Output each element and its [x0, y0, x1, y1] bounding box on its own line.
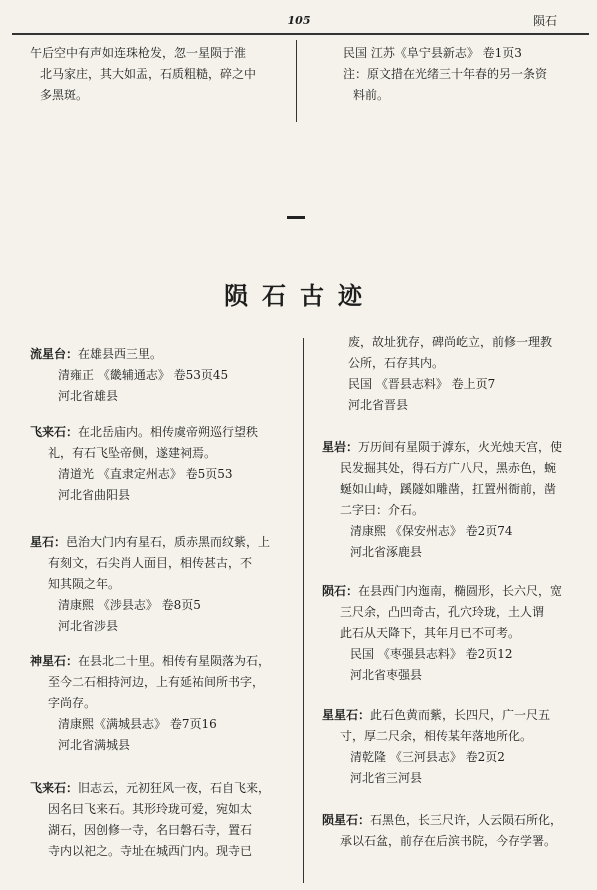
entry-text: 民发掘其处，得石方广八尺，黑赤色，蜿: [340, 461, 557, 475]
entry-text: 在北岳庙内。相传虞帝朔巡行望秩: [78, 425, 259, 439]
header-rule: [12, 33, 589, 35]
entry-headword: 流星台：: [30, 347, 79, 361]
entry-text: 二字曰：介石。: [340, 503, 425, 517]
entry: [322, 705, 590, 789]
entry-headword: 陨石：: [322, 584, 359, 598]
entry-text: 废，故址犹存，碑尚屹立，前修一理教: [348, 335, 553, 349]
entry: [322, 810, 590, 852]
text-line: 北马家庄，其大如盂，石质粗糙，碎之中: [40, 67, 257, 81]
text-line: 午后空中有声如连珠枪发，忽一星陨于淮: [30, 46, 247, 60]
entry-text: 在雄县西三里。: [78, 347, 163, 361]
page-number: 105: [287, 14, 311, 27]
source-citation: 清康熙《满城县志》 卷7页16: [58, 717, 217, 731]
entry-text: 万历间有星陨于滹东，火光烛天宫，使: [358, 440, 563, 454]
source-citation: 清康熙 《保安州志》 卷2页74: [350, 524, 513, 538]
entry-text: 寸，厚二尺余，相传某年落地所化。: [340, 729, 533, 743]
entry-text: 在县西门内迤南，椭圆形，长六尺，宽: [358, 584, 563, 598]
location: 河北省三河县: [350, 771, 423, 785]
entry-text: 有刻文，石尖肖人面目，相传甚古，不: [48, 556, 253, 570]
location: 河北省枣强县: [350, 668, 423, 682]
entry: [30, 344, 300, 407]
source-citation: 民国 《晋县志料》 卷上页7: [348, 377, 496, 391]
source-citation: 民国 《枣强县志料》 卷2页12: [350, 647, 513, 661]
top-left-text: [30, 43, 300, 106]
location: 河北省晋县: [348, 398, 409, 412]
entry-text: 承以石盆，前存在后滨书院，今存学署。: [340, 834, 557, 848]
entry-headword: 星岩：: [322, 440, 359, 454]
location: 河北省满城县: [58, 738, 131, 752]
entry-text: 邑治大门内有星石，质赤黑而纹紫，上: [66, 535, 271, 549]
text-line: 多黑斑。: [40, 88, 89, 102]
entry-text: 此石色黄而紫，长四尺，广一尺五: [370, 708, 551, 722]
running-head: 陨石: [533, 14, 558, 28]
entry-text: 至今二石相持河边，上有延祐间所书字，: [48, 675, 265, 689]
entry-text: 此石从天降下，其年月已不可考。: [340, 626, 521, 640]
source-citation: 清道光 《直隶定州志》 卷5页53: [58, 467, 233, 481]
entry-text: 知其陨之年。: [48, 577, 121, 591]
top-column-divider: [296, 40, 297, 122]
entry: [30, 651, 300, 756]
entry: [30, 422, 300, 506]
entry: [30, 778, 300, 862]
section-title: 陨石古迹: [224, 281, 376, 310]
note-line: 料前。: [353, 88, 390, 102]
entry-headword: 飞来石：: [30, 781, 79, 795]
top-right-text: [343, 43, 588, 106]
source-citation: 清乾隆 《三河县志》 卷2页2: [350, 750, 505, 764]
entry-text: 字尚存。: [48, 696, 97, 710]
entry-text: 公所，石存其内。: [348, 356, 445, 370]
entry: [30, 532, 300, 637]
entry-text: 旧志云，元初狂风一夜，石自飞来，: [78, 781, 271, 795]
section-ornament: [287, 216, 305, 219]
column-divider: [303, 338, 304, 883]
entry: [322, 437, 590, 563]
location: 河北省曲阳县: [58, 488, 131, 502]
entry-text: 石黑色，长三尺许，人云陨石所化，: [370, 813, 563, 827]
source-citation: 清雍正 《畿辅通志》 卷53页45: [58, 368, 229, 382]
entry-text: 在县北二十里。相传有星陨落为石，: [78, 654, 271, 668]
entry-text: 礼，有石飞坠帝侧，遂建祠焉。: [48, 446, 217, 460]
entry-headword: 陨星石：: [322, 813, 371, 827]
entry: [322, 581, 590, 686]
entry-text: 因名曰飞来石。其形玲珑可爱，宛如太: [48, 802, 253, 816]
entry-text: 三尺余，凸凹奇古，孔穴玲珑，土人谓: [340, 605, 545, 619]
entry-text: 湖石，因创修一寺，名曰磐石寺，置石: [48, 823, 253, 837]
entry-headword: 星星石：: [322, 708, 371, 722]
entry-continued: [330, 332, 592, 416]
entry-text: 蜒如山峙，蹊隧如雕凿，扛置州衙前，凿: [340, 482, 557, 496]
location: 河北省涉县: [58, 619, 119, 633]
note-line: 注：原文措在光绪三十年春的另一条资: [343, 67, 548, 81]
source-citation: 民国 江苏《阜宁县新志》 卷1页3: [343, 46, 522, 60]
location: 河北省雄县: [58, 389, 119, 403]
entry-text: 寺内以祀之。寺址在城西门内。现寺已: [48, 844, 253, 858]
entry-headword: 星石：: [30, 535, 67, 549]
source-citation: 清康熙 《涉县志》 卷8页5: [58, 598, 201, 612]
entry-headword: 飞来石：: [30, 425, 79, 439]
location: 河北省涿鹿县: [350, 545, 423, 559]
entry-headword: 神星石：: [30, 654, 79, 668]
